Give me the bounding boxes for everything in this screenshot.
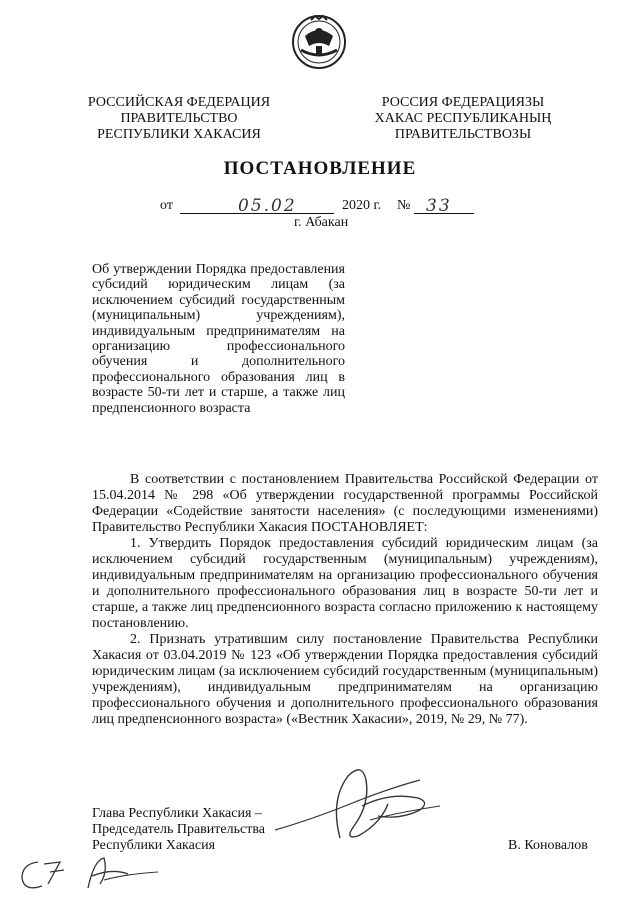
coat-of-arms-icon (291, 12, 347, 72)
signatory-title (92, 806, 292, 854)
year-label: 2020 г. (342, 198, 382, 213)
number-handwritten: 33 (426, 196, 452, 216)
body-paragraph-item2: 2. Признать утратившим силу постановление Правительства Республики Хакасия от 03.04.2019 № 123 «Об утверждении Порядка предоставления субсидий юридическим лицам (за исключением субсидий государственным (муниципальным) учреждениям), индивидуальным предпринимателям на организацию профессионального обучения и дополнительного профессионального образования лиц предпенсионного возраста» («Вестник Хакасии», 2019, № 29, № 77). (92, 632, 598, 727)
signatory-title-line: Республики Хакасия (92, 838, 216, 853)
date-prefix: от (160, 198, 173, 213)
header-left (74, 95, 284, 143)
header-right (352, 95, 574, 143)
header-right-line: ХАКАС РЕСПУБЛИКАНЫҢ (374, 111, 552, 126)
header-left-line: РЕСПУБЛИКИ ХАКАСИЯ (97, 127, 261, 142)
document-subject: Об утверждении Порядка предоставления субсидий юридическим лицам (за исключением субсидий государственным (муниципальным) учреждениям), индивидуальным предпринимателям на организацию профессионального обучения и дополнительного профессионального образования лиц в возрасте 50-ти лет и старше, а также лиц предпенсионного возраста (92, 262, 345, 416)
body-paragraph-intro: В соответствии с постановлением Правительства Российской Федерации от 15.04.2014 № 298 «Об утверждении государственной программы Российской Федерации «Содействие занятости населения» (с последующими изменениями) Правительство Республики Хакасия ПОСТАНОВЛЯЕТ: (92, 472, 598, 535)
header-left-line: ПРАВИТЕЛЬСТВО (120, 111, 238, 126)
header-left-line: РОССИЙСКАЯ ФЕДЕРАЦИЯ (87, 95, 271, 110)
number-label: № (397, 198, 411, 213)
handwritten-initials (8, 850, 168, 898)
document-body (92, 472, 598, 728)
signatory-title-line: Глава Республики Хакасия – (92, 806, 262, 821)
header-right-line: РОССИЯ ФЕДЕРАЦИЯЗЫ (381, 95, 545, 110)
handwritten-signature (270, 760, 450, 850)
body-paragraph-item1: 1. Утвердить Порядок предоставления субсидий юридическим лицам (за исключением субсидий государственным (муниципальным) учреждениям), индивидуальным предпринимателям на организацию профессионального обучения и дополнительного профессионального образования лиц в возрасте 50-ти лет и старше, а также лиц предпенсионного возраста согласно приложению к настоящему постановлению. (92, 536, 598, 631)
date-handwritten: 05.02 (238, 196, 297, 216)
document-title: ПОСТАНОВЛЕНИЕ (223, 158, 417, 179)
city: г. Абакан (294, 215, 349, 230)
signatory-name: В. Коновалов (508, 838, 588, 853)
signatory-title-line: Председатель Правительства (92, 822, 265, 837)
header-right-line: ПРАВИТЕЛЬСТВОЗЫ (394, 127, 532, 142)
